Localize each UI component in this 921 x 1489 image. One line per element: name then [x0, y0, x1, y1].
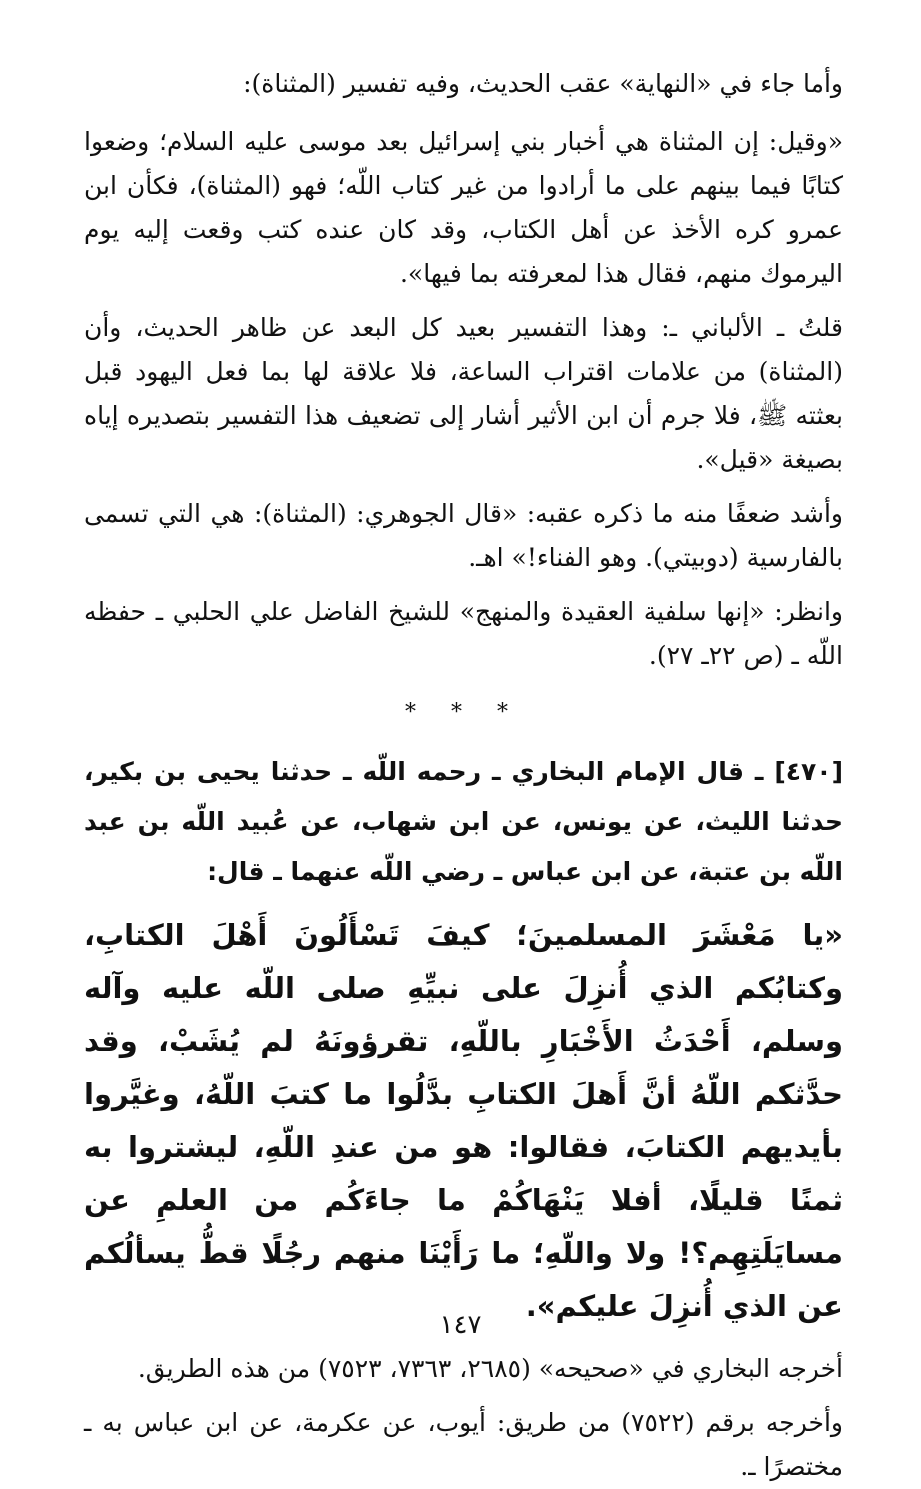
- nihaya-quote-paragraph: «وقيل: إن المثناة هي أخبار بني إسرائيل بعد موسى عليه السلام؛ وضعوا كتابًا فيما بينهم على ما أرادوا من غير كتاب اللّه؛ فهو (المثناة)، فكأن ابن عمرو كره الأخذ عن أهل الكتاب، وقد كان عنده كتب وقعت إليه يوم اليرموك منهم، فقال هذا لمعرفته بما فيها».: [84, 127, 843, 288]
- section-separator: * * *: [405, 700, 522, 725]
- hadith-isnad-heading: [٤٧٠] ـ قال الإمام البخاري ـ رحمه اللّه ـ حدثنا يحيى بن بكير، حدثنا الليث، عن يونس، عن ابن شهاب، عن عُبيد اللّه بن عبد اللّه بن عتبة، عن ابن عباس ـ رضي اللّه عنهما ـ قال:: [84, 757, 843, 886]
- takhrij-second-paragraph: وأخرجه برقم (٧٥٢٢) من طريق: أيوب، عن عكرمة، عن ابن عباس به ـ مختصرًا ـ.: [84, 1408, 843, 1481]
- albani-comment-paragraph: قلتُ ـ الألباني ـ: وهذا التفسير بعيد كل البعد عن ظاهر الحديث، وأن (المثناة) من علامات اقتراب الساعة، فلا علاقة لها بما فعل اليهود قبل بعثته ﷺ، فلا جرم أن ابن الأثير أشار إلى تضعيف هذا التفسير بتصديره إياه بصيغة «قيل».: [84, 313, 843, 474]
- jawhari-paragraph: وأشد ضعفًا منه ما ذكره عقبه: «قال الجوهري: (المثناة): هي التي تسمى بالفارسية (دوبيتي). وهو الفناء!» اهـ.: [84, 499, 843, 572]
- page-number: ١٤٧: [439, 1310, 482, 1340]
- takhrij-paragraph: أخرجه البخاري في «صحيحه» (٢٦٨٥، ٧٣٦٣، ٧٥٢٣) من هذه الطريق.: [137, 1354, 843, 1383]
- hadith-text: «يا مَعْشَرَ المسلمينَ؛ كيفَ تَسْأَلُونَ أَهْلَ الكتابِ، وكتابُكم الذي أُنزِلَ على نبيِّهِ صلى اللّه عليه وآله وسلم، أَحْدَثُ الأَخْبَارِ باللّهِ، تقرؤونَهُ لم يُشَبْ، وقد حدَّثكم اللّهُ أنَّ أَهلَ الكتابِ بدَّلُوا ما كتبَ اللّهُ، وغيَّروا بأيديهم الكتابَ، فقالوا: هو من عندِ اللّهِ، ليشتروا به ثمنًا قليلًا، أفلا يَنْهَاكُمْ ما جاءَكُم من العلمِ عن مسايَلَتِهِم؟! ولا واللّهِ؛ ما رَأَيْنَا منهم رجُلًا قطُّ يسألُكم عن الذي أُنزِلَ عليكم».: [84, 918, 843, 1323]
- reference-paragraph: وانظر: «إنها سلفية العقيدة والمنهج» للشيخ الفاضل علي الحلبي ـ حفظه اللّه ـ (ص ٢٢ـ ٢٧).: [84, 597, 843, 670]
- intro-paragraph: وأما جاء في «النهاية» عقب الحديث، وفيه تفسير (المثناة):: [243, 69, 843, 98]
